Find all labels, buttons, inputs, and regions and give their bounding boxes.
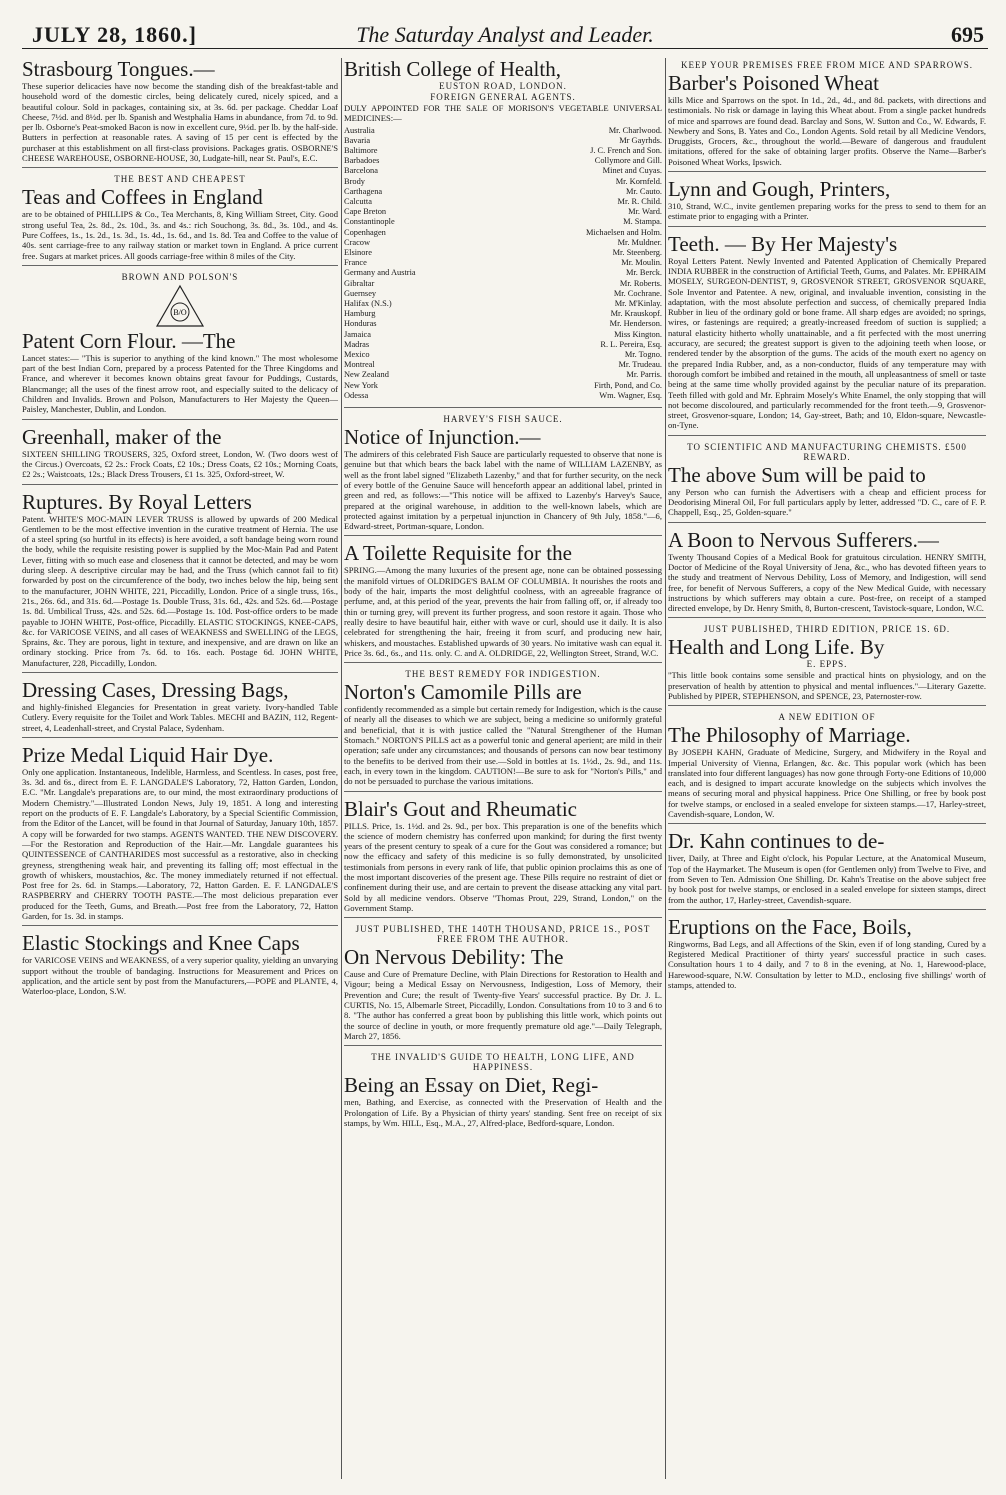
agent-name: Mr Gayrhds.: [619, 135, 662, 145]
agent-name: J. C. French and Son.: [590, 146, 662, 155]
ad-headline: Eruptions on the Face, Boils,: [668, 914, 912, 939]
page-number: 695: [951, 22, 984, 47]
ad-body: Lancet states:— "This is superior to anything of the kind known." The most wholesome part of the best Indian Corn, prepared by a process Patented for the Three Kingdoms and France, and wherever it becomes known obtains great favour for Puddings, Custards, Blancmange; all the uses of the finest arrow root, and especially suited to the delicacy of Children and Invalids. Brown and Polson, Manufacturers to Her Majesty the Queen—Paisley, Manchester, Dublin, and London.: [22, 352, 338, 415]
advertisement: [668, 233, 986, 436]
ad-headline: Elastic Stockings and Knee Caps: [22, 931, 300, 956]
ad-headline: On Nervous Debility: The: [344, 945, 564, 970]
ad-headline: A Toilette Requisite for the: [344, 541, 572, 566]
agent-place: Mexico: [344, 350, 370, 360]
ad-headline: Dr. Kahn continues to de-: [668, 829, 885, 854]
agent-name: Mr. Trudeau.: [618, 360, 662, 370]
agent-place: Montreal: [344, 360, 375, 370]
agent-row: [344, 279, 662, 289]
advertisement: [344, 1052, 662, 1132]
agent-place: Odessa: [344, 390, 369, 400]
advertisement: [22, 272, 338, 420]
agent-place: New York: [344, 380, 378, 390]
agent-place: Cape Breton: [344, 207, 387, 217]
trademark-seal-icon: [22, 284, 338, 330]
ad-headline: Prize Medal Liquid Hair Dye.: [22, 742, 274, 767]
agent-name: Michaelsen and Holm.: [585, 227, 662, 237]
ad-body: Royal Letters Patent. Newly Invented and Patented Application of Chemically Prepared INDIA RUBBER in the construction of Artificial Teeth, Gums, and Palates. Mr. EPHRAIM MOSELY, SURGEON-DENTIST, 9, GROSVENOR STREET, GROSVENOR SQUARE, Sole Inventor and Patentee. A new, original, and invaluable invention, consisting in the adaptation, with the most absolute perfection and success, of chemically prepared India Rubber in lieu of the ordinary gold or bone frame. All sharp edges are avoided; no springs, wires, or fastenings are required; a greatly-increased freedom of suction is supplied; a natural elasticity hitherto wholly unattainable, and a fit perfected with the most unerring accuracy, are secured; the greatest support is given to the adjoining teeth when loose, or rendered tender by the absorption of the gums. The acids of the mouth exert no agency on the prepared India Rubber, and, as a non-conductor, fluids of any temperature may with thorough comfort be imbibed and retained in the mouth, all unpleasantness of smell or taste being at the same time wholly provided against by the peculiar nature of its preparation. Teeth filled with gold and Mr. Ephraim Mosely's White Enamel, the only stopping that will not become discoloured, and particularly recommended for the front teeth.—9, Grosvenor-street, Grosvenor-square, London; 14, Gay-street, Bath; and 10, Eldon-square, Newcastle-on-Tyne.: [668, 255, 986, 431]
ad-headline: Patent Corn Flour. —The: [22, 328, 236, 353]
agent-row: [344, 207, 662, 217]
agent-name: M. Stampa.: [623, 217, 662, 227]
ad-headline: Blair's Gout and Rheumatic: [344, 796, 577, 821]
ad-body: SIXTEEN SHILLING TROUSERS, 325, Oxford street, London, W. (Two doors west of the Circus.) Overcoats, £2 2s.: Frock Coats, £2 10s.; Dress Coats, £2 10s.; Morning Coats, £2 2s.; Waistcoats, 12s.; Black Dress Trousers, £1 1s. 325, Oxford-street, W.: [22, 448, 338, 480]
agent-place: Australia: [344, 125, 375, 135]
advertisement: [22, 174, 338, 265]
agent-row: [344, 319, 662, 329]
column-divider: [665, 58, 666, 1479]
ad-headline: Ruptures. By Royal Letters: [22, 489, 252, 514]
agent-row: [344, 350, 662, 360]
ad-body: DULY APPOINTED FOR THE SALE OF MORISON'S VEGETABLE UNIVERSAL MEDICINES:—: [344, 103, 662, 124]
agent-row: [344, 330, 662, 340]
ad-headline: The Philosophy of Marriage.: [668, 723, 911, 748]
agent-name: Firth, Pond, and Co.: [594, 380, 662, 390]
ad-subheading: FOREIGN GENERAL AGENTS.: [430, 92, 576, 102]
agent-name: Mr. Muldner.: [617, 237, 662, 247]
ad-subheading: EUSTON ROAD, LONDON.: [439, 81, 567, 91]
header-rule: [22, 48, 988, 49]
ad-kicker: A NEW EDITION OF: [778, 712, 876, 723]
ad-kicker: JUST PUBLISHED, THIRD EDITION, PRICE 1S. 6D.: [703, 624, 951, 635]
agent-name: Mr. Kornfeld.: [615, 176, 662, 186]
advertisement: [22, 679, 338, 738]
agent-name: Mr. Cauto.: [625, 186, 662, 196]
advertisement: [668, 60, 986, 172]
advertisement: [22, 426, 338, 485]
agent-place: Elsinore: [344, 248, 372, 258]
agent-place: Hamburg: [344, 309, 376, 319]
advertisement: [344, 58, 662, 408]
ad-body: any Person who can furnish the Advertisers with a cheap and efficient process for Deodorising Mineral Oil, For full particulars apply by letter, addressed "D. C., care of F. P. Chappell, Esq., 25, Golden-square.": [668, 486, 986, 518]
ad-kicker: THE BEST AND CHEAPEST: [114, 174, 246, 185]
ad-kicker: BROWN AND POLSON'S: [121, 271, 239, 282]
agent-row: [344, 248, 662, 258]
agent-place: Barcelona: [344, 166, 378, 176]
column-2: [344, 58, 662, 1479]
ad-body: and highly-finished Elegancies for Presentation in great variety. Ivory-handled Table Cutlery. Every requisite for the Toilet and Work Tables. MECHI and BAZIN, 112, Regent-street, 4, Leadenhall-street, and Crystal Palace, Sydenham.: [22, 701, 338, 733]
issue-date: JULY 28, 1860.]: [32, 22, 197, 47]
publication-title: The Saturday Analyst and Leader.: [356, 22, 654, 47]
ad-headline: Greenhall, maker of the: [22, 424, 222, 449]
advertisement: [344, 414, 662, 536]
agent-row: [344, 381, 662, 391]
agent-name: Mr. Charlwood.: [608, 125, 662, 135]
ad-headline: Being an Essay on Diet, Regi-: [344, 1073, 599, 1098]
agent-name: Collymore and Gill.: [594, 156, 662, 166]
agent-name: Mr. Parris.: [626, 370, 662, 380]
agent-row: [344, 197, 662, 207]
advertisement: [344, 798, 662, 919]
ad-body: kills Mice and Sparrows on the spot. In 1d., 2d., 4d., and 8d. packets, with directions and testimonials. No risk or damage in laying this Wheat about. From a single packet hundreds of mice and sparrows are found dead. Barclay and Sons, W. Sutton and Co., W. Edwards, F. Newbery and Sons, B. Yates and Co., London Agents. Sold retail by all Medicine Vendors, Druggists, Grocers, &c., throughout the world.—Beware of dangerous and fraudulent imitations, offered for the sake of obtaining larger profits. Observe the Name—Barber's Poisoned Wheat Works, Ipswich.: [668, 95, 986, 167]
ad-headline: Teas and Coffees in England: [22, 185, 263, 210]
advertisement: [22, 932, 338, 1000]
agent-place: Jamaica: [344, 329, 371, 339]
agent-place: Constantinople: [344, 217, 395, 227]
agent-row: [344, 340, 662, 350]
ad-headline: Strasbourg Tongues.—: [22, 58, 215, 81]
agent-place: New Zealand: [344, 370, 389, 380]
agent-name: Mr. Roberts.: [619, 278, 662, 288]
ad-kicker: KEEP YOUR PREMISES FREE FROM MICE AND SPARROWS.: [680, 60, 974, 70]
agent-name: Miss Kington.: [614, 329, 662, 339]
agent-row: [344, 238, 662, 248]
ad-headline: The above Sum will be paid to: [668, 462, 926, 487]
ad-kicker: HARVEY'S FISH SAUCE.: [443, 414, 563, 425]
agent-name: Mr. Henderson.: [609, 319, 662, 329]
column-1: [22, 58, 338, 1479]
agent-place: Guernsey: [344, 288, 377, 298]
ad-body: Twenty Thousand Copies of a Medical Book for gratuitous circulation. HENRY SMITH, Doctor of Medicine of the Royal University of Jena, &c., who has devoted fifteen years to the study and treatment of Nervous Debility, Loss of Memory, and Indigestion, will send free, for benefit of Nervous Sufferers, a copy of the New Medical Guide, with necessary instructions by which sufferers may obtain a cure. Post-free, on receipt of a stamped directed envelope, by Dr. Henry Smith, 8, Burton-crescent, Tavistock-square, London, W.C.: [668, 551, 986, 614]
ad-headline: Teeth. — By Her Majesty's: [668, 231, 898, 256]
agent-row: [344, 268, 662, 278]
ad-headline: Lynn and Gough, Printers,: [668, 177, 891, 202]
ad-body: Patent. WHITE'S MOC-MAIN LEVER TRUSS is allowed by upwards of 200 Medical Gentlemen to be the most effective invention in the curative treatment of Hernia. The use of a steel spring (so hurtful in its effects) is here avoided, a soft bandage being worn round the body, while the requisite resisting power is supplied by the Moc-Main Pad and Patent Lever, fitting with so much ease and closeness that it cannot be detected, and may be worn during sleep. A descriptive circular may be had, and the Truss (which cannot fail to fit) forwarded by post on the circumference of the body, two inches below the hip, being sent to the manufacturer, JOHN WHITE, 221, Piccadilly, London. Price of a single truss, 16s., 21s., 26s. 6d., and 31s. 6d.—Postage 1s. Double Truss, 31s. 6d., 42s. and 52s. 6d.—Postage 1s. 8d. Umbilical Truss, 42s. and 52s. 6d.—Postage 1s. 10d. Post-office orders to be made payable to JOHN WHITE, Post-office, Piccadilly. ELASTIC STOCKINGS, KNEE-CAPS, &c. for VARICOSE VEINS, and all cases of WEAKNESS and SWELLING of the LEGS, Sprains, &c. They are porous, light in texture, and inexpensive, and are drawn on like an ordinary stocking. Price from 7s. 6d. to 16s. each. Postage 6d. JOHN WHITE, Manufacturer, 228, Piccadilly, London.: [22, 513, 338, 668]
advertisement: [668, 916, 986, 994]
agent-place: Bavaria: [344, 135, 371, 145]
agent-name: R. L. Pereira, Esq.: [600, 339, 662, 349]
agent-place: Carthagena: [344, 186, 383, 196]
agent-name: Mr. Berck.: [625, 268, 662, 278]
agents-list: [344, 126, 662, 401]
advertisement: [668, 529, 986, 619]
column-3: [668, 58, 986, 1479]
advertisement: [344, 669, 662, 791]
agent-name: Mr. Ward.: [628, 207, 662, 217]
advertisement: [22, 491, 338, 673]
advertisement: [668, 442, 986, 523]
advertisement: [668, 624, 986, 706]
ad-kicker: TO SCIENTIFIC AND MANUFACTURING CHEMISTS. £500 REWARD.: [687, 441, 967, 462]
agent-place: Baltimore: [344, 146, 378, 155]
ad-body: confidently recommended as a simple but certain remedy for Indigestion, which is the cause of nearly all the diseases to which we are subject, being a medicine so uniformly grateful and beneficial, that it is with justice called the "Natural Strengthener of the Human Stomach." NORTON'S PILLS act as a powerful tonic and general aperient; are mild in their operation; safe under any circumstances; and thousands of persons can now bear testimony to the benefits to be derived from their use.—Sold in bottles at 1s. 1½d., 2s. 9d., and 11s. each, in every town in the kingdom. CAUTION!—Be sure to ask for "Norton's Pills," and do not be persuaded to purchase the various imitations.: [344, 704, 662, 787]
ad-headline: A Boon to Nervous Sufferers.—: [668, 527, 939, 552]
agent-place: Barbadoes: [344, 156, 380, 166]
agent-row: [344, 136, 662, 146]
agent-row: [344, 166, 662, 176]
agent-row: [344, 126, 662, 136]
ad-body: PILLS. Price, 1s. 1½d. and 2s. 9d., per box. This preparation is one of the benefits which the science of modern chemistry has conferred upon mankind; for during the first twenty years of the present century to speak of a cure for the Gout was considered a romance; but now the efficacy and safety of this medicine is so fully demonstrated, by unsolicited testimonials from persons in every rank of life, that public opinion proclaims this as one of the most important discoveries of the present age. These Pills require no restraint of diet or confinement during their use, and are certain to prevent the disease attacking any vital part. Sold by all medicine vendors. Observe "Thomas Prout, 229, Strand, London," on the Government Stamp.: [344, 820, 662, 913]
agent-row: [344, 156, 662, 166]
advertisement: [22, 58, 338, 168]
agent-row: [344, 228, 662, 238]
ad-headline: Norton's Camomile Pills are: [344, 680, 582, 705]
agent-row: [344, 258, 662, 268]
agent-name: Mr. Togno.: [624, 350, 662, 360]
agent-name: Mr. Cochrane.: [613, 288, 662, 298]
agent-place: Brody: [344, 176, 365, 186]
agent-name: Mr. Moulin.: [621, 258, 662, 268]
ad-headline: British College of Health,: [344, 58, 561, 81]
agent-place: Gibraltar: [344, 278, 375, 288]
advertisement: [22, 744, 338, 926]
ad-kicker: THE BEST REMEDY FOR INDIGESTION.: [405, 669, 601, 680]
agent-name: Mr. Krauskopf.: [610, 309, 662, 319]
agent-place: Copenhagen: [344, 227, 386, 237]
ad-headline: Barber's Poisoned Wheat: [668, 71, 880, 95]
agent-place: France: [344, 258, 367, 268]
agent-row: [344, 187, 662, 197]
ad-kicker: JUST PUBLISHED, THE 140TH THOUSAND, PRICE 1S., POST FREE FROM THE AUTHOR.: [355, 924, 651, 945]
advertisement: [668, 830, 986, 909]
seal-label: B/O: [173, 307, 187, 317]
agent-row: [344, 217, 662, 227]
agent-place: Calcutta: [344, 197, 372, 207]
ad-body: The admirers of this celebrated Fish Sauce are particularly requested to observe that none is genuine but that which bears the back label with the name of WILLIAM LAZENBY, as well as the front label signed "Elizabeth Lazenby," and that for further security, on the neck of every bottle of the Genuine Sauce will henceforth appear an additional label, printed in green and red, as follows:—"This notice will be affixed to Lazenby's Harvey's Sauce, prepared at the original warehouse, in addition to the well-known labels, which are protected against imitation by a perpetual injunction in Chancery of 9th July, 1858."—6, Edward-street, Portman-square, London.: [344, 449, 662, 532]
agent-place: Cracow: [344, 237, 371, 247]
advertisement: [668, 178, 986, 227]
agent-place: Germany and Austria: [344, 268, 416, 278]
ad-body: 310, Strand, W.C., invite gentlemen preparing works for the press to send to them for an estimate prior to engaging with a Printer.: [668, 201, 986, 222]
agent-row: [344, 177, 662, 187]
agent-name: Wm. Wagner, Esq.: [599, 390, 662, 400]
ad-body: men, Bathing, and Exercise, as connected with the Preservation of Health and the Prolongation of Life. By a Physician of thirty years' standing. Sent free on receipt of six stamps, by Wm. HILL, Esq., M.A., 27, Alfred-place, Bedford-square, London.: [344, 1097, 662, 1128]
agent-name: Minet and Cuyas.: [602, 166, 662, 176]
advertisement: [668, 712, 986, 824]
agent-place: Honduras: [344, 319, 377, 329]
ad-headline: Health and Long Life. By: [668, 635, 885, 660]
ad-body: liver, Daily, at Three and Eight o'clock, his Popular Lecture, at the Anatomical Museum, Top of the Haymarket. The Museum is open (for Gentlemen only) from Twelve to Five, and from Seven to Ten. Admission One Shilling. Dr. Kahn's Treatise on the above subject free by book post for twelve stamps, or enclosed in a sealed envelope for sixteen stamps, direct from the author, 17, Harley-street, Cavendish-square.: [668, 853, 986, 905]
ad-body: Ringworms, Bad Legs, and all Affections of the Skin, even if of long standing, Cured by a Registered Medical Practitioner of thirty years' successful practice in such cases. Consultation hours 1 to 4 daily, and 7 to 8 in the evening, at No. 1, Harewood-place, Harewood-square, N.W. Consultation by letter to M.D., enclosing five shillings' worth of stamps, attended to.: [668, 938, 986, 991]
agent-row: [344, 370, 662, 380]
ad-subheading: E. EPPS.: [806, 659, 848, 670]
ad-body: SPRING.—Among the many luxuries of the present age, none can be obtained possessing the manifold virtues of OLDRIDGE'S BALM OF COLUMBIA. It nourishes the roots and body of the hair, imparts the most delightful coolness, with an agreeable fragrance of perfume, and, at this period of the year, prevents the hair from falling off, or, if already too thin or turning grey, will prevent its further progress, and soon restore it again. Those who really desire to have beautiful hair, either with wave or curl, should use it daily. It is also celebrated for strengthening the hair, freeing it from scurf, and producing new hair, whiskers, and moustaches. Established upwards of 30 years. No imitative wash can equal it. Price 3s. 6d., 6s., and 11s. only. C. and A. OLDRIDGE, 22, Wellington Street, Strand, W.C.: [344, 565, 662, 658]
column-divider: [341, 58, 342, 1479]
agent-row: [344, 146, 662, 156]
agent-row: [344, 309, 662, 319]
agent-place: Halifax (N.S.): [344, 299, 392, 309]
agent-row: [344, 299, 662, 309]
advertisement: [344, 924, 662, 1046]
ad-body: These superior delicacies have now become the standing dish of the breakfast-table and household word of the domestic circles, being delicately cured, nicely spiced, and a beautiful colour. Sold in packages, containing six, at 3s. 6d. per package. Cheddar Loaf Cheese, 7½d. and 8½d. per lb. Spanish and Westphalia Hams in abundance, from 7d. to 9d. per lb. Osborne's Peat-smoked Bacon is now in excellent cure, 9½d. per lb. by the half-side. Butters in perfection at reasonable rates. A saving of 15 per cent is effected by the purchaser at this establishment on all first-class provisions. Packages gratis. OSBORNE'S CHEESE WAREHOUSE, OSBORNE-HOUSE, 30, Ludgate-hill, near St. Paul's, E.C.: [22, 81, 338, 164]
ad-body: Only one application. Instantaneous, Indelible, Harmless, and Scentless. In cases, post free, 3s. 3d. and 6s., direct from E. F. LANGDALE'S Laboratory, 72, Hatton Garden, London, E.C. "Mr. Langdale's preparations are, to our mind, the most extraordinary productions of Modern Chemistry."—Illustrated London News, July 19, 1851. A long and interesting report on the products of E. F. Langdale's Laboratory, by a Special Scientific Commission, from the Editor of the Lancet, will be found in that Journal of Saturday, January 10th, 1857. A copy will be forwarded for two stamps. AGENTS WANTED. THE NEW DISCOVERY.—For the Restoration and Reproduction of the Hair.—Mr. Langdale guarantees his QUINTESSENCE of CANTHARIDES most successful as a restorative, also in checking greyness, strengthening weak hair, and preventing its falling off; most effectual in the growth of whiskers, moustachios, &c. The money immediately returned if not effectual. Post free for 2s. 6d. in Stamps.—Laboratory, 72, Hatton Garden. E. F. LANGDALE'S RASPBERRY and CHERRY TOOTH PASTE.—The most delicious preparation ever produced for the Teeth, Gums, and Breath.—Post free from the Laboratory, 72, Hatton Garden, for 1s. 3d. in stamps.: [22, 766, 338, 922]
ad-body: are to be obtained of PHILLIPS & Co., Tea Merchants, 8, King William Street, City. Good strong useful Tea, 2s. 8d., 2s. 10d., 3s. and 4s.: rich Souchong, 3s. 8d., 3s. 10d., and 4s. Pure Coffees, 1s., 1s. 2d., 1s. 3d., 1s. 4d., 1s. 6d., and 1s. 8d. Tea and Coffee to the value of 40s. sent carriage-free to any railway station or market town in England. A price current free. Sugars at market prices. All goods carriage-free within 8 miles of the City.: [22, 209, 338, 261]
ad-body: By JOSEPH KAHN, Graduate of Medicine, Surgery, and Midwifery in the Royal and Imperial University of Vienna, Erlangen, &c. &c. This popular work (which has been translated into four different languages) has now gone through Forty-one Editions of 10,000 each, and is designed to impart accurate knowledge on the subjects which involves the means of securing moral and physical happiness. Price One Shilling, or free by book post for twelve stamps, or enclosed in a sealed envelope for sixteen stamps.—17, Harley-street, Cavendish-square, London, W.: [668, 747, 986, 820]
agent-name: Mr. R. Child.: [617, 197, 662, 207]
agent-name: Mr. Steenberg.: [612, 248, 662, 258]
ad-headline: Dressing Cases, Dressing Bags,: [22, 677, 289, 702]
ad-headline: Notice of Injunction.—: [344, 425, 541, 450]
advertisement: [344, 542, 662, 663]
agent-row: [344, 289, 662, 299]
agent-row: [344, 360, 662, 370]
agent-place: Madras: [344, 339, 370, 349]
ad-body: for VARICOSE VEINS and WEAKNESS, of a very superior quality, yielding an unvarying support without the trouble of bandaging. Instructions for Measurement and Prices on application, and the article sent by post from the Manufacturers,—POPE and PLANTE, 4, Waterloo-place, London, S.W.: [22, 955, 338, 997]
agent-name: Mr. M'Kinlay.: [614, 299, 662, 309]
ad-body: "This little book contains some sensible and practical hints on physiology, and on the preservation of health by attention to physical and mental influences."—Literary Gazette. Published by PIPER, STEPHENSON, and SPENCE, 23, Paternoster-row.: [668, 670, 986, 701]
ad-kicker: THE INVALID'S GUIDE TO HEALTH, LONG LIFE, AND HAPPINESS.: [371, 1052, 635, 1073]
agent-row: [344, 391, 662, 401]
ad-body: Cause and Cure of Premature Decline, with Plain Directions for Restoration to Health and Vigour; being a Medical Essay on Nervousness, Indigestion, Loss of Memory, their Prevention and Cure; the result of Twenty-five Years' successful practice. By Dr. J. L. CURTIS, No. 15, Albemarle Street, Piccadilly, London. Consultations from 10 to 3 and 6 to 8. "The author has conferred a great boon by publishing this little work, which points out the source of decline in youth, or more frequently premature old age."—Daily Telegraph, March 27, 1856.: [344, 969, 662, 1041]
